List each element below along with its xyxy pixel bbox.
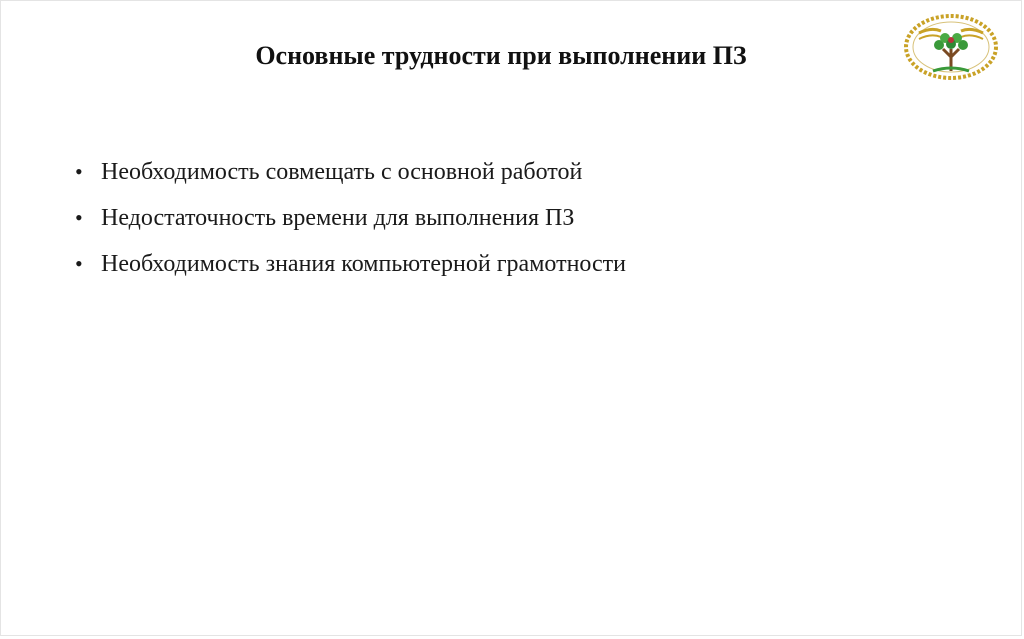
bullet-marker: •	[75, 159, 83, 184]
logo-svg	[901, 11, 1001, 83]
slide-title: Основные трудности при выполнении ПЗ	[255, 41, 747, 70]
bullet-item	[75, 251, 626, 297]
bullet-text: Недостаточность времени для выполнения ПЗ	[101, 205, 575, 231]
bullet-text: Необходимость знания компьютерной грамотности	[101, 251, 626, 277]
tree-emblem-icon	[901, 11, 1001, 83]
bullet-item	[75, 159, 626, 205]
bullet-text: Необходимость совмещать с основной работой	[101, 159, 583, 185]
bullet-marker: •	[75, 251, 83, 276]
bullet-marker: •	[75, 205, 83, 230]
bullet-item	[75, 205, 626, 251]
bullet-list	[75, 159, 626, 297]
